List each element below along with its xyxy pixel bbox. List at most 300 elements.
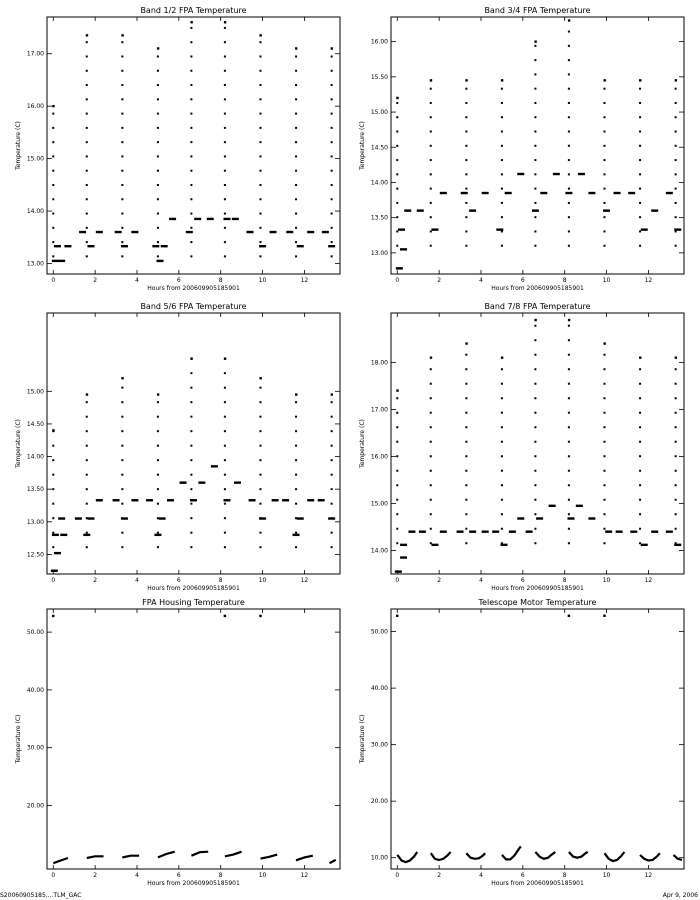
data-point: [430, 499, 432, 501]
data-point: [517, 517, 524, 519]
data-point: [568, 19, 570, 21]
footer-filename: S20060905185....TLM_GAC: [0, 892, 82, 899]
data-point: [157, 488, 159, 490]
data-point: [534, 45, 536, 47]
data-point: [331, 416, 333, 418]
data-point: [86, 84, 88, 86]
data-point: [121, 503, 123, 505]
data-point: [52, 532, 54, 534]
chart-title: Band 1/2 FPA Temperature: [140, 6, 247, 15]
data-point: [430, 528, 432, 530]
data-point: [465, 116, 467, 118]
data-point: [465, 455, 467, 457]
data-point: [331, 445, 333, 447]
data-point: [259, 459, 261, 461]
y-tick-label: 14.00: [370, 179, 388, 187]
data-point: [465, 441, 467, 443]
data-point: [86, 546, 88, 548]
data-point: [331, 198, 333, 200]
data-point: [259, 98, 261, 100]
x-tick-label: 4: [135, 277, 139, 284]
data-point: [190, 227, 192, 229]
x-tick-label: 8: [562, 577, 567, 584]
data-point: [295, 474, 297, 476]
data-point: [121, 517, 128, 519]
data-point: [190, 255, 192, 257]
data-point: [224, 241, 226, 243]
data-point: [534, 216, 536, 218]
data-point: [224, 357, 226, 359]
data-point: [614, 192, 621, 194]
data-point: [157, 84, 159, 86]
data-point: [224, 227, 226, 229]
data-point: [295, 532, 297, 534]
data-point: [121, 98, 123, 100]
data-point: [465, 499, 467, 501]
data-point: [52, 534, 59, 536]
data-point: [52, 213, 54, 215]
data-point: [157, 47, 159, 49]
data-point: [295, 227, 297, 229]
data-point: [396, 267, 403, 269]
y-tick-label: 30.00: [370, 741, 388, 749]
data-point: [534, 499, 536, 501]
x-tick-label: 12: [644, 577, 653, 584]
data-point: [534, 88, 536, 90]
data-point: [568, 216, 570, 218]
series-line: [397, 852, 417, 862]
data-point: [465, 342, 467, 344]
data-point: [224, 517, 226, 519]
data-point: [501, 397, 503, 399]
data-point: [121, 430, 123, 432]
data-point: [224, 141, 226, 143]
data-point: [675, 513, 677, 515]
data-point: [259, 113, 261, 115]
data-point: [190, 198, 192, 200]
data-point: [430, 245, 432, 247]
x-tick-label: 4: [135, 872, 139, 879]
data-point: [223, 499, 230, 501]
data-point: [616, 530, 623, 532]
data-point: [568, 59, 570, 61]
data-point: [224, 184, 226, 186]
data-point: [396, 202, 398, 204]
data-point: [492, 530, 499, 532]
data-point: [603, 354, 605, 356]
data-point: [603, 441, 605, 443]
y-axis-label: Temperature (C): [359, 121, 366, 170]
data-point: [419, 530, 426, 532]
data-point: [328, 245, 335, 247]
series-line: [191, 852, 208, 856]
data-point: [568, 528, 570, 530]
data-point: [295, 241, 297, 243]
data-point: [417, 209, 424, 211]
data-point: [430, 356, 432, 358]
data-point: [259, 184, 261, 186]
data-point: [509, 530, 516, 532]
data-point: [224, 488, 226, 490]
data-point: [430, 470, 432, 472]
data-point: [159, 517, 166, 519]
y-tick-label: 14.50: [26, 420, 44, 428]
data-point: [83, 534, 90, 536]
data-point: [86, 213, 88, 215]
data-point: [396, 397, 398, 399]
data-point: [259, 84, 261, 86]
series-line: [569, 852, 588, 858]
data-point: [641, 228, 648, 230]
data-point: [331, 255, 333, 257]
data-point: [190, 27, 192, 29]
data-point: [534, 102, 536, 104]
data-point: [603, 245, 605, 247]
data-point: [52, 255, 54, 257]
data-point: [482, 530, 489, 532]
data-point: [297, 245, 304, 247]
data-point: [86, 34, 88, 36]
data-point: [396, 159, 398, 161]
x-tick-label: 6: [520, 577, 525, 584]
data-point: [568, 325, 570, 327]
data-point: [568, 397, 570, 399]
data-point: [259, 401, 261, 403]
x-tick-label: 4: [479, 872, 483, 879]
data-point: [534, 230, 536, 232]
x-tick-label: 4: [135, 577, 139, 584]
data-point: [224, 255, 226, 257]
data-point: [430, 455, 432, 457]
data-point: [121, 113, 123, 115]
data-point: [603, 412, 605, 414]
data-point: [465, 397, 467, 399]
data-point: [307, 499, 314, 501]
data-point: [603, 173, 605, 175]
data-point: [588, 517, 595, 519]
series-line: [330, 860, 336, 863]
data-point: [121, 546, 123, 548]
data-point: [517, 173, 524, 175]
data-point: [259, 532, 261, 534]
data-point: [113, 499, 120, 501]
data-point: [190, 113, 192, 115]
data-point: [152, 245, 159, 247]
data-point: [249, 499, 256, 501]
chart-title: Band 7/8 FPA Temperature: [484, 302, 591, 311]
data-point: [675, 131, 677, 133]
data-point: [86, 532, 88, 534]
y-tick-label: 14.00: [26, 208, 44, 216]
data-point: [603, 342, 605, 344]
data-point: [430, 383, 432, 385]
data-point: [52, 184, 54, 186]
y-tick-label: 50.00: [370, 628, 388, 636]
data-point: [396, 216, 398, 218]
data-point: [534, 40, 536, 42]
data-point: [534, 513, 536, 515]
data-point: [121, 34, 123, 36]
data-point: [603, 88, 605, 90]
data-point: [568, 31, 570, 33]
x-tick-label: 12: [644, 872, 653, 879]
series-line: [122, 856, 139, 858]
data-point: [639, 470, 641, 472]
data-point: [501, 528, 503, 530]
data-point: [675, 356, 677, 358]
data-point: [605, 530, 612, 532]
y-axis-label: Temperature (C): [359, 419, 366, 468]
data-point: [190, 517, 192, 519]
data-point: [86, 488, 88, 490]
data-point: [430, 131, 432, 133]
data-point: [52, 488, 54, 490]
data-point: [157, 70, 159, 72]
data-point: [675, 528, 677, 530]
data-point: [96, 231, 103, 233]
data-point: [457, 530, 464, 532]
data-point: [534, 159, 536, 161]
data-point: [534, 542, 536, 544]
data-point: [121, 84, 123, 86]
data-point: [534, 397, 536, 399]
data-point: [568, 368, 570, 370]
data-point: [54, 552, 61, 554]
data-point: [86, 70, 88, 72]
data-point: [534, 325, 536, 327]
y-tick-label: 16.00: [370, 453, 388, 461]
data-point: [398, 228, 405, 230]
data-point: [465, 188, 467, 190]
data-point: [224, 445, 226, 447]
data-point: [295, 488, 297, 490]
x-tick-label: 6: [176, 872, 181, 879]
data-point: [190, 41, 192, 43]
data-point: [121, 245, 128, 247]
data-point: [121, 474, 123, 476]
data-point: [396, 484, 398, 486]
data-point: [430, 202, 432, 204]
data-point: [430, 426, 432, 428]
data-point: [534, 131, 536, 133]
data-point: [568, 499, 570, 501]
data-point: [603, 216, 605, 218]
data-point: [465, 542, 467, 544]
data-point: [52, 429, 54, 431]
data-point: [224, 430, 226, 432]
y-axis-label: Temperature (C): [15, 419, 22, 468]
data-point: [568, 470, 570, 472]
data-point: [501, 79, 503, 81]
data-point: [224, 155, 226, 157]
data-point: [639, 102, 641, 104]
data-point: [568, 513, 570, 515]
data-point: [430, 159, 432, 161]
data-point: [639, 528, 641, 530]
data-point: [639, 188, 641, 190]
data-point: [295, 393, 297, 395]
series-line: [158, 852, 175, 858]
y-tick-label: 15.00: [370, 500, 388, 508]
data-point: [190, 213, 192, 215]
data-point: [272, 499, 279, 501]
data-point: [52, 227, 54, 229]
data-point: [224, 70, 226, 72]
data-point: [295, 401, 297, 403]
data-point: [259, 198, 261, 200]
data-point: [501, 216, 503, 218]
data-point: [396, 499, 398, 501]
data-point: [639, 145, 641, 147]
y-tick-label: 15.00: [26, 155, 44, 163]
data-point: [675, 412, 677, 414]
data-point: [639, 441, 641, 443]
data-point: [131, 499, 138, 501]
data-point: [157, 170, 159, 172]
data-point: [58, 517, 65, 519]
x-tick-label: 6: [176, 577, 181, 584]
data-point: [224, 387, 226, 389]
data-point: [395, 570, 402, 572]
data-point: [331, 459, 333, 461]
data-point: [259, 155, 261, 157]
data-point: [674, 544, 681, 546]
x-tick-label: 6: [520, 277, 525, 284]
data-point: [396, 542, 398, 544]
data-point: [568, 188, 570, 190]
data-point: [674, 228, 681, 230]
data-point: [96, 499, 103, 501]
data-point: [180, 481, 187, 483]
data-point: [86, 141, 88, 143]
data-point: [224, 213, 226, 215]
x-tick-label: 0: [51, 577, 56, 584]
data-point: [568, 339, 570, 341]
data-point: [501, 245, 503, 247]
data-point: [675, 499, 677, 501]
data-point: [603, 145, 605, 147]
plot-frame: [391, 609, 684, 869]
data-point: [259, 517, 266, 519]
y-tick-label: 13.00: [26, 518, 44, 526]
data-point: [190, 21, 192, 23]
data-point: [259, 255, 261, 257]
data-point: [465, 426, 467, 428]
data-point: [198, 481, 205, 483]
data-point: [224, 474, 226, 476]
x-tick-label: 2: [93, 277, 98, 284]
data-point: [331, 155, 333, 157]
x-tick-label: 6: [176, 277, 181, 284]
data-point: [52, 241, 54, 243]
data-point: [307, 231, 314, 233]
x-tick-label: 12: [300, 872, 309, 879]
data-point: [568, 102, 570, 104]
data-point: [157, 393, 159, 395]
data-point: [86, 184, 88, 186]
data-point: [675, 484, 677, 486]
data-point: [534, 73, 536, 75]
data-point: [52, 127, 54, 129]
data-point: [628, 192, 635, 194]
data-point: [157, 98, 159, 100]
data-point: [295, 141, 297, 143]
data-point: [666, 192, 673, 194]
data-point: [86, 255, 88, 257]
data-point: [86, 474, 88, 476]
data-point: [331, 430, 333, 432]
plot-frame: [391, 313, 684, 574]
data-point: [60, 534, 67, 536]
data-point: [161, 245, 168, 247]
data-point: [576, 505, 583, 507]
data-point: [157, 55, 159, 57]
data-point: [496, 228, 503, 230]
data-point: [639, 79, 641, 81]
data-point: [54, 245, 61, 247]
data-point: [675, 88, 677, 90]
data-point: [52, 546, 54, 548]
data-point: [639, 245, 641, 247]
data-point: [651, 530, 658, 532]
data-point: [675, 426, 677, 428]
data-point: [639, 426, 641, 428]
data-point: [675, 368, 677, 370]
data-point: [465, 216, 467, 218]
data-point: [568, 73, 570, 75]
data-point: [190, 546, 192, 548]
data-point: [396, 116, 398, 118]
series-line: [640, 853, 660, 860]
data-point: [603, 542, 605, 544]
x-tick-label: 10: [258, 872, 267, 879]
y-tick-label: 15.00: [370, 109, 388, 117]
data-point: [331, 55, 333, 57]
data-point: [190, 155, 192, 157]
data-point: [430, 441, 432, 443]
data-point: [259, 387, 261, 389]
data-point: [675, 173, 677, 175]
data-point: [86, 227, 88, 229]
data-point: [121, 127, 123, 129]
plot-frame: [47, 609, 340, 869]
data-point: [190, 416, 192, 418]
data-point: [430, 484, 432, 486]
data-point: [396, 173, 398, 175]
data-point: [331, 241, 333, 243]
data-point: [190, 401, 192, 403]
y-tick-label: 13.00: [26, 260, 44, 268]
data-point: [86, 55, 88, 57]
data-point: [430, 412, 432, 414]
data-point: [157, 445, 159, 447]
data-point: [404, 209, 411, 211]
data-point: [331, 113, 333, 115]
data-point: [169, 218, 176, 220]
data-point: [501, 159, 503, 161]
x-tick-label: 12: [644, 277, 653, 284]
data-point: [157, 260, 164, 262]
data-point: [430, 173, 432, 175]
data-point: [52, 105, 54, 107]
data-point: [259, 41, 261, 43]
x-axis-label: Hours from 200609905185901: [147, 585, 240, 592]
data-point: [295, 47, 297, 49]
data-point: [639, 159, 641, 161]
data-point: [157, 198, 159, 200]
data-point: [396, 470, 398, 472]
data-point: [482, 192, 489, 194]
